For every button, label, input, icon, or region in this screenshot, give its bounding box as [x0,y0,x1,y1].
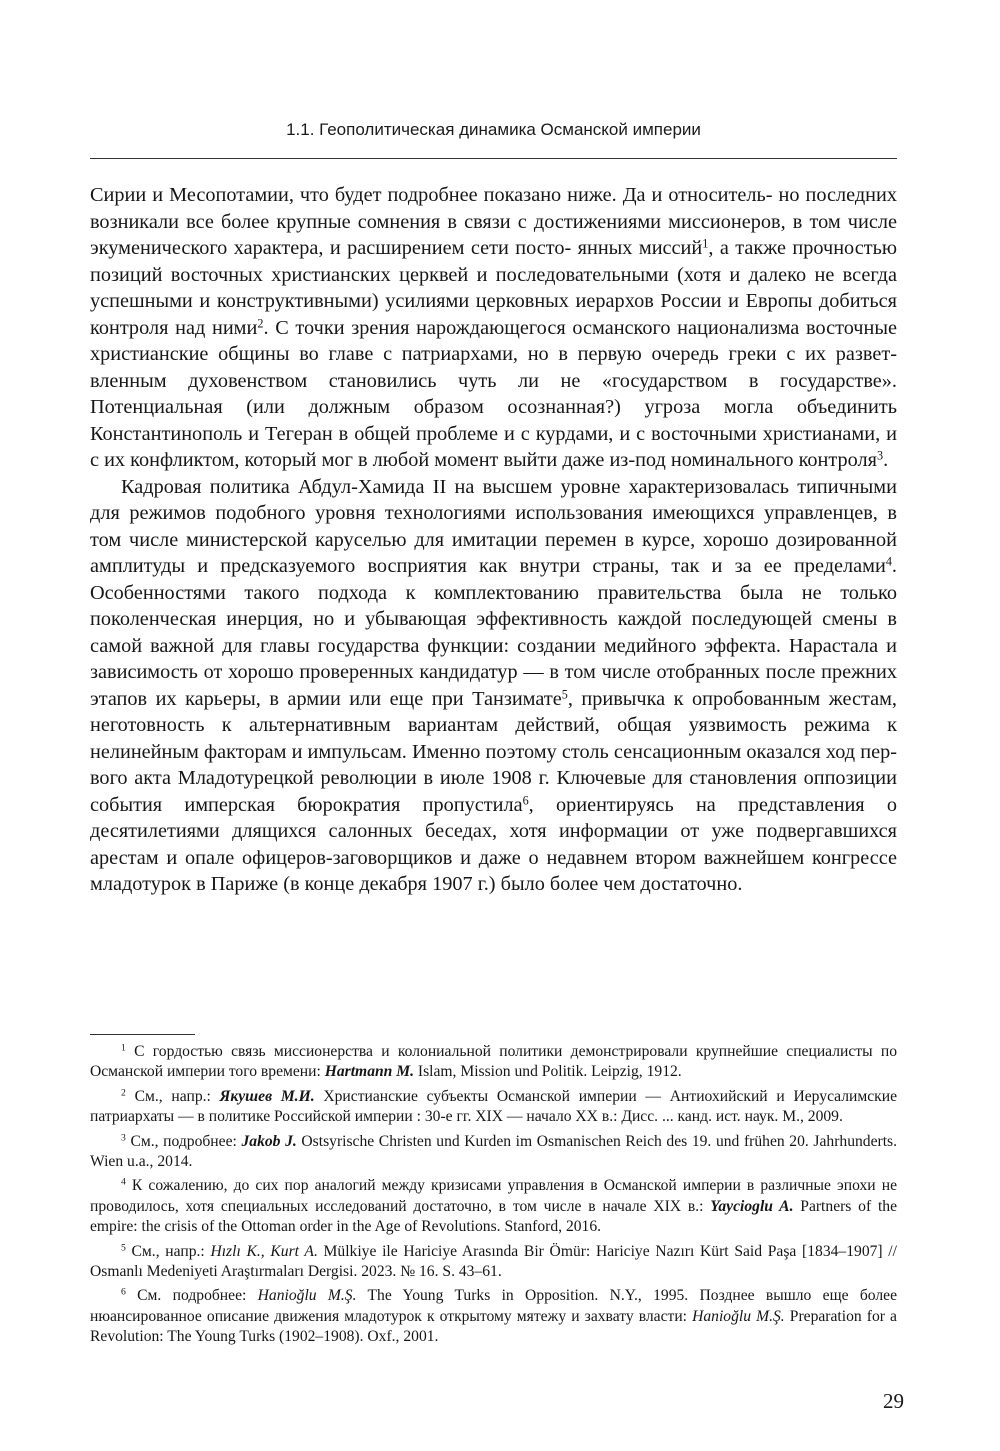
footnote-6-number: 6 [121,1287,126,1299]
footnote-1-author: Hartmann M. [324,1063,414,1081]
footnote-2-source: Христианские субъекты Османской империи — Антиохийский и Иерусалимские патриархаты — в политике Российской империи : 30-е гг. XIX — начало XX в.: Дисс. ... канд. ист. наук. М., 2009. [90,1087,897,1126]
running-title: 1.1. Геополитическая динамика Османской империи [286,120,701,139]
footnote-ref-1[interactable]: 1 [702,236,709,251]
paragraph-2 [90,474,897,898]
footnotes [90,1042,897,1352]
footnote-ref-6[interactable]: 6 [522,792,529,807]
footnote-4-author: Yaycioglu A. [710,1197,794,1215]
footnote-4-number: 4 [121,1177,126,1189]
footnote-ref-3[interactable]: 3 [877,448,884,463]
paragraph-2-segment-3: , привычка к опробованным жестам, неготовность к альтернативным вариантам действий, общая уязвимость режима к нелинейным факторам и импульсам. Именно поэтому столь сенсационным оказался ход первого акта Младотурецкой революции в июле 1908 г. Ключевые для становления оппозиции события имперская бюрократия пропустила [90,687,897,816]
footnote-6-author: Hanioğlu M.Ş. [257,1287,357,1305]
paragraph-2-segment-4: , ориентируясь на представления о десятилетиями длящихся салонных беседах, хотя информации от уже подвергавшихся арестам и опале офицеров-заговорщиков и даже о недавнем втором важнейшем конгрессе младотурок в Париже (в конце декабря 1907 г.) было более чем достаточно. [90,793,897,895]
footnote-ref-4[interactable]: 4 [885,554,892,569]
footnote-3-number: 3 [121,1132,126,1144]
paragraph-1-line-3: миссионеров, в том числе экуменического характера, и расширением сети посто- [90,210,897,259]
footnote-ref-2[interactable]: 2 [257,315,264,330]
footnote-5-text: См., напр.: [125,1242,211,1260]
footnote-ref-5[interactable]: 5 [561,686,568,701]
footnote-4-source: Partners of the empire: the crisis of the Ottoman order in the Age of Revolutions. Stanford, 2016. [90,1197,897,1236]
footnote-3 [90,1132,897,1173]
footnote-6-text: См. подробнее: [125,1287,258,1305]
footnote-6-source-2: Preparation for a Revolution: The Young Turks (1902–1908). Oxf., 2001. [90,1307,897,1346]
paragraph-2-segment-2: . Особенностями такого подхода к комплектованию правительства была не только поколенческая инерция, но и убывающая эффективность каждой последующей смены в самой важной для главы государства функции: создании медийного эффекта. Нарастала и зависимость от хорошо проверенных кандидатур — в том числе отобранных после прежних этапов их карьеры, в армии или еще при Танзимате [90,555,897,710]
paragraph-1-segment-2: , а также прочностью позиций восточных христианских церквей и последовательными (хотя и далеко не всегда успешными и конструктивными) усилиями церковных иерархов России и Европы добиться контроля над ними [90,237,897,339]
footnote-4 [90,1176,897,1237]
footnote-1-text: С гордостью связь миссионерства и колониальной политики демонстрировали крупнейшие специалисты по Османской империи того времени: [90,1043,897,1081]
header-rule [90,158,897,159]
footnote-6-source: The Young Turks in Opposition. N.Y., 1995. Позднее вышло еще более нюансированное описание движения младотурок к открытому мятежу и захвату власти: [90,1287,897,1325]
footnote-1-source: Islam, Mission und Politik. Leipzig, 1912. [414,1063,682,1081]
main-text [90,182,897,898]
page-number: 29 [883,1389,904,1413]
footnote-2-text: См., напр.: [125,1087,220,1105]
footnote-5-number: 5 [121,1242,126,1254]
paragraph-2-segment-1: Кадровая политика Абдул-Хамида II на высшем уровне характеризовалась типичными для режимов подобного уровня технологиями использования имеющихся управленцев, в том числе министерской каруселью для имитации перемен в курсе, хорошо дозированной амплитуды и предсказуемого восприятия как внутри страны, так и за ее пределами [90,475,897,577]
paragraph-1-segment-3: . С точки зрения нарождающегося османского национализма восточные христианские общины во главе с патриархами, но в первую очередь греки с их разветвленным духовенством становились чуть ли не «государством в государстве». Потенциальная (или должным образом осознанная?) угроза могла объединить Константинополь и Тегеран в общей проблеме и с курдами, и с восточными христианами, и с их конфликтом, который мог в любой момент выйти даже из-под номинального контроля [90,316,897,471]
paragraph-1-end: . [883,449,889,471]
footnote-3-author: Jakob J. [241,1132,297,1150]
footnote-3-text: См., подробнее: [125,1132,242,1150]
footnote-5 [90,1242,897,1283]
footnote-1 [90,1042,897,1083]
footnote-rule [90,1034,195,1035]
footnote-4-text: К сожалению, до сих пор аналогий между кризисами управления в Османской империи в различные эпохи не проводилось, хотя специальных исследований достаточно, в том числе в начале XIX в.: [90,1177,897,1215]
footnote-2-number: 2 [121,1087,126,1099]
footnote-3-source: Ostsyrische Christen und Kurden im Osmanischen Reich des 19. und frühen 20. Jahrhunderts. Wien u.a., 2014. [90,1132,898,1171]
footnote-5-source: Mülkiye ile Hariciye Arasında Bir Ömür: Hariciye Nazırı Kürt Said Paşa [1834–1907] // Osmanlı Medeniyeti Araştırmaları Dergisi. 2023. № 16. S. 43–61. [90,1242,897,1281]
footnote-5-author: Hızlı K., Kurt A. [210,1242,318,1260]
paragraph-1-line-4: янных миссий [577,237,703,259]
paragraph-1 [90,182,897,474]
footnote-6 [90,1286,897,1347]
footnote-2-author: Якушев М.И. [219,1087,315,1105]
paragraph-1-line-1: Сирии и Месопотамии, что будет подробнее показано ниже. Да и относитель- [90,184,773,206]
footnote-2 [90,1087,897,1128]
paragraph-1-line-2: но последних возникали все более крупные сомнения в связи с достижениями [90,184,897,233]
footnote-6-author-2: Hanioğlu M.Ş. [692,1307,785,1325]
footnote-1-number: 1 [121,1042,126,1054]
